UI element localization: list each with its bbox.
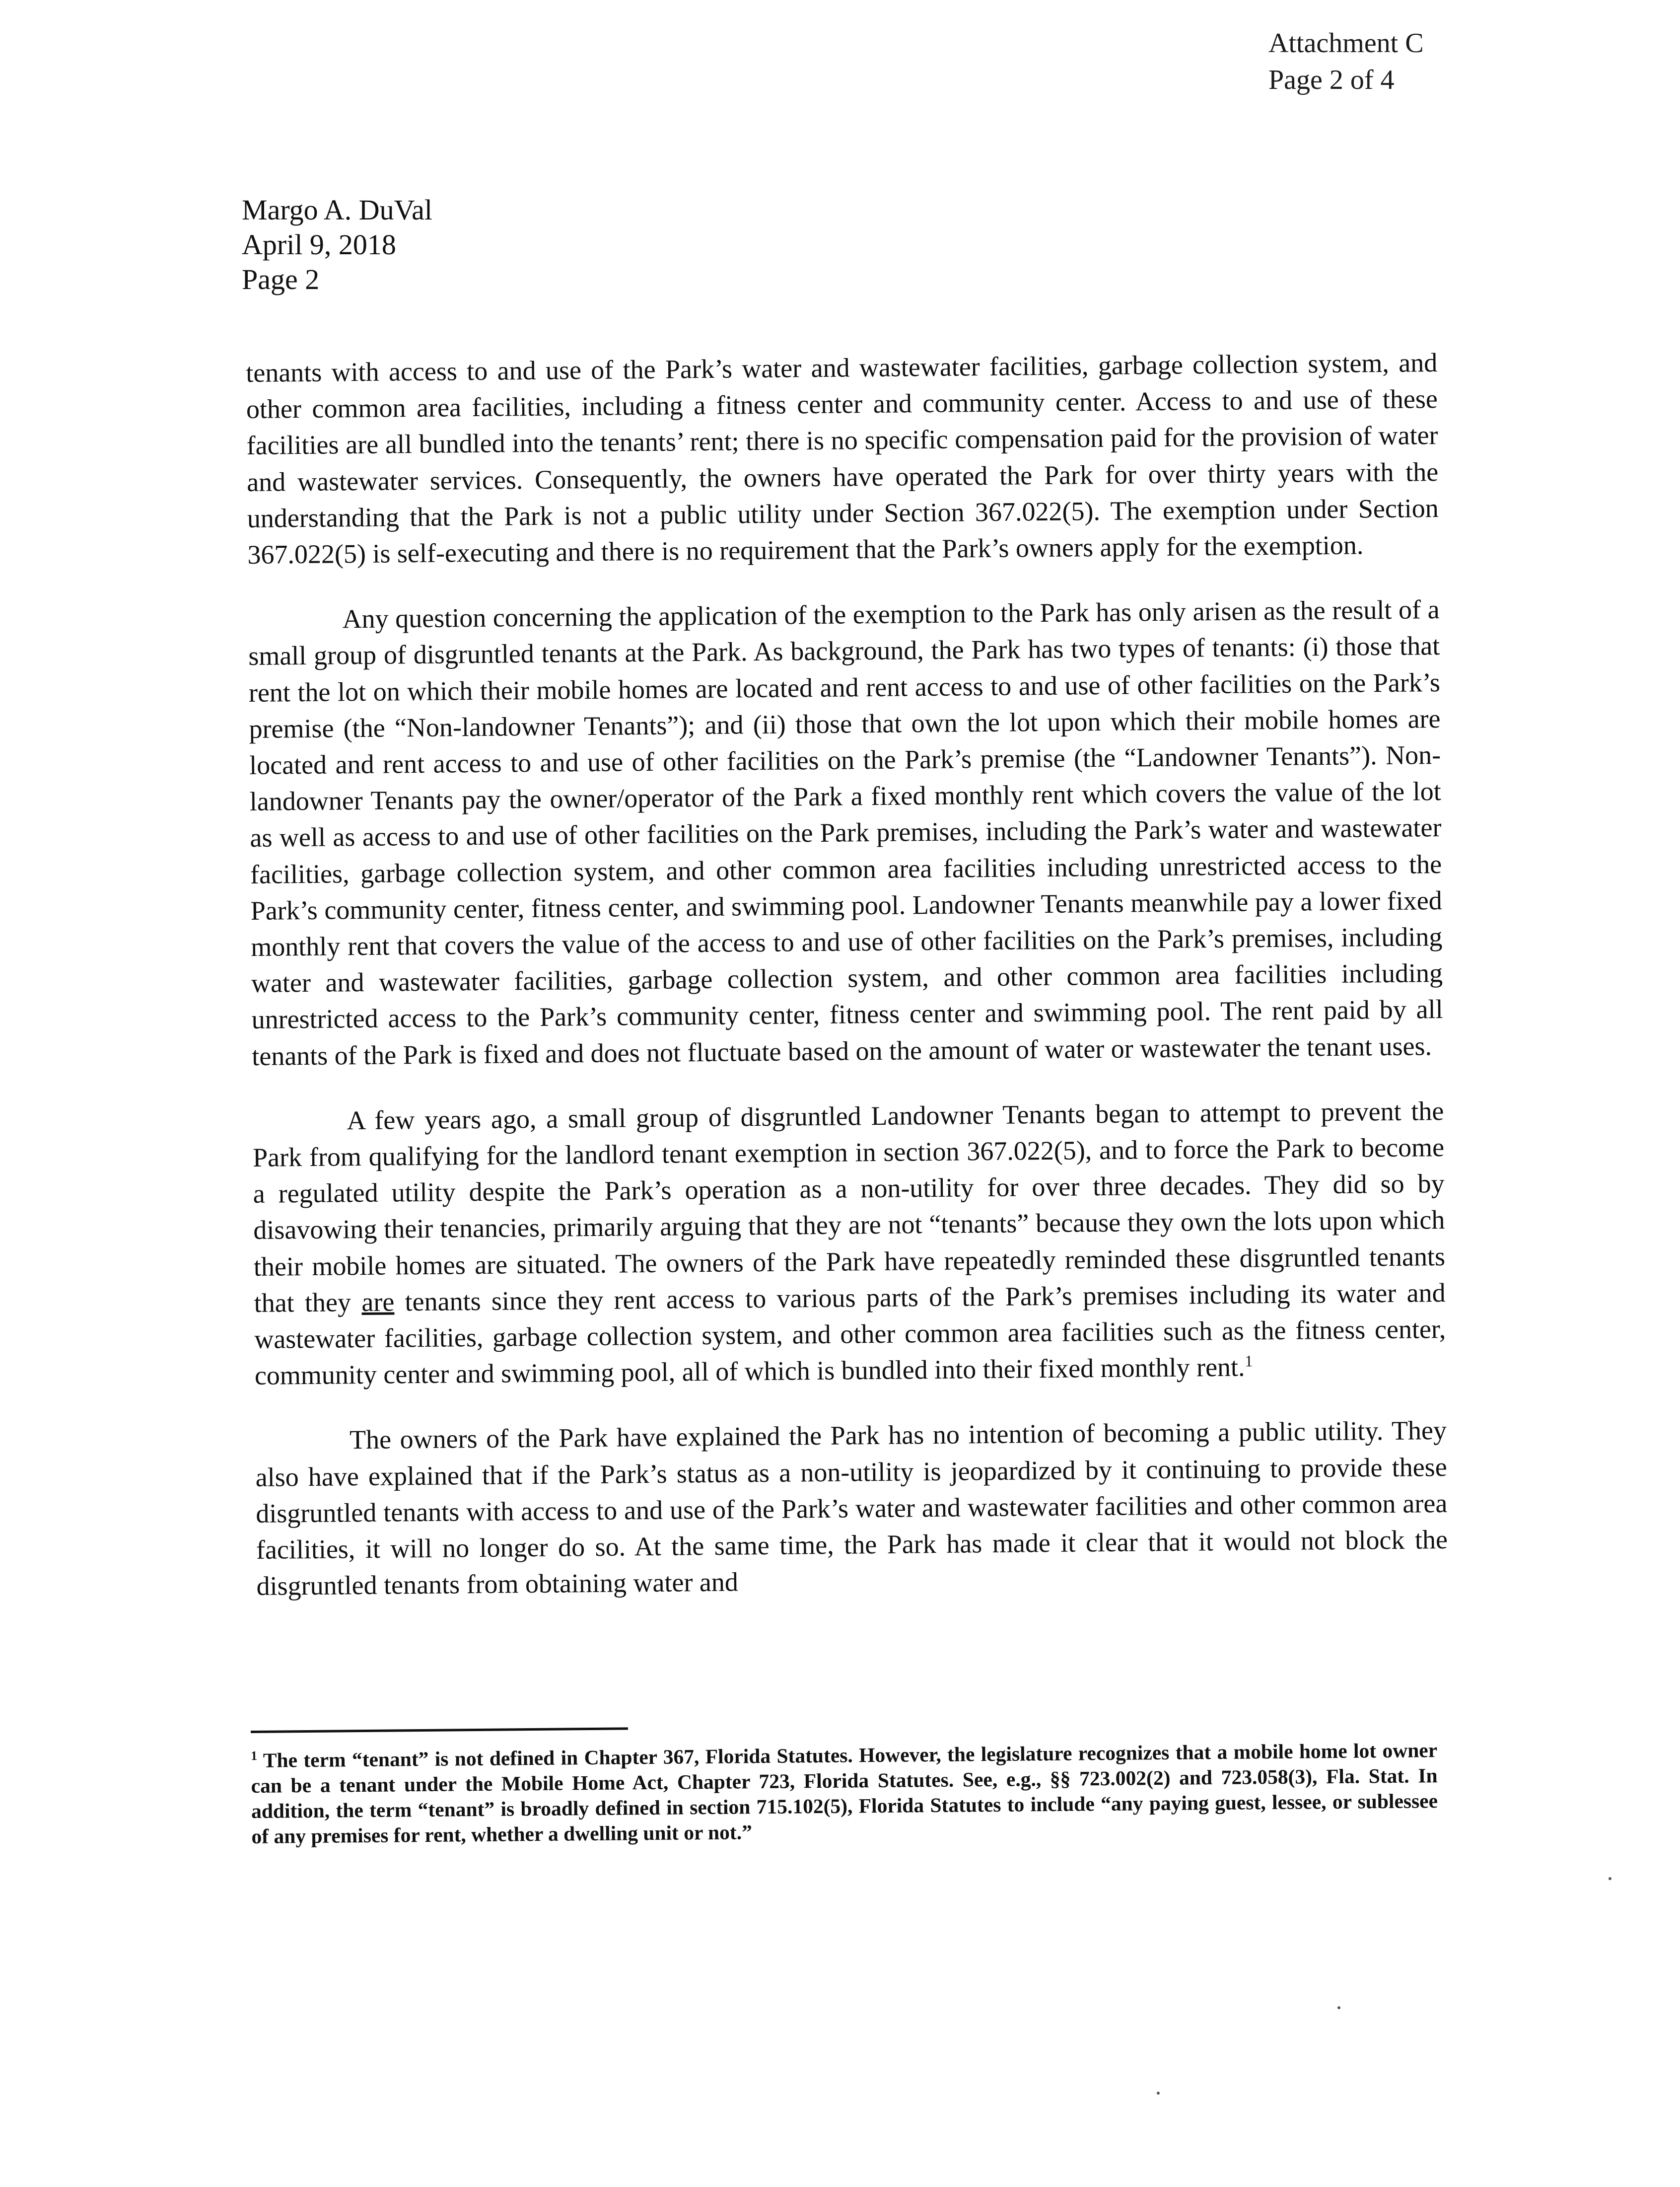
letter-date: April 9, 2018	[242, 228, 396, 261]
paragraph-3-emphasis: are	[361, 1287, 395, 1317]
footnote-reference: 1	[1245, 1352, 1253, 1370]
scan-speck	[1609, 1877, 1611, 1880]
paragraph-2: Any question concerning the application of the exemption to the Park has only arisen as the result of a small group of disgruntled tenants at the Park. As background, the Park has two types of tenants: (i) those that rent the lot on which their mobile homes are located and rent access to and use of other facilities on the Park’s premise (the “Non-landowner Tenants”); and (ii) those that own the lot upon which their mobile homes are located and rent access to and use of other facilities on the Park’s premise (the “Landowner Tenants”). Non-landowner Tenants pay the owner/operator of the Park a fixed monthly rent which covers the value of the lot as well as access to and use of other facilities on the Park premises, including the Park’s water and wastewater facilities, garbage collection system, and other common area facilities including unrestricted access to the Park’s community center, fitness center, and swimming pool. Landowner Tenants meanwhile pay a lower fixed monthly rent that covers the value of the access to and use of other facilities on the Park’s premises, including water and wastewater facilities, garbage collection system, and other common area facilities including unrestricted access to the Park’s community center, fitness center and swimming pool. The rent paid by all tenants of the Park is fixed and does not fluctuate based on the amount of water or wastewater the tenant uses.	[248, 594, 1443, 1071]
footnote-mark: 1	[251, 1749, 258, 1763]
paragraph-4: The owners of the Park have explained the Park has no intention of becoming a public utility. They also have explained that if the Park’s status as a non-utility is jeopardized by it continuing to provide these disgruntled tenants with access to and use of the Park’s water and wastewater facilities and other common area facilities, it will no longer do so. At the same time, the Park has made it clear that it would not block the disgruntled tenants from obtaining water and	[255, 1415, 1448, 1602]
recipient-name: Margo A. DuVal	[242, 194, 432, 226]
attachment-page-count: Page 2 of 4	[1268, 65, 1395, 95]
paragraph-1: tenants with access to and use of the Park’s water and wastewater facilities, garbage collection system, and other common area facilities, including a fitness center and community center. Access to and use of these facilities are all bundled into the tenants’ rent; there is no specific compensation paid for the provision of water and wastewater services. Consequently, the owners have operated the Park for over thirty years with the understanding that the Park is not a public utility under Section 367.022(5). The exemption under Section 367.022(5) is self-executing and there is no requirement that the Park’s owners apply for the exemption.	[246, 348, 1439, 570]
paragraph-3-text-before: A few years ago, a small group of disgruntled Landowner Tenants began to attempt to prevent the Park from qualifying for the landlord tenant exemption in section 367.022(5), and to force the Park to become a regulated utility despite the Park’s operation as a non-utility for over three decades. They did so by disavowing their tenancies, primarily arguing that they are not “tenants” because they own the lots upon which their mobile homes are situated. The owners of the Park have repeatedly reminded these disgruntled tenants that they	[252, 1095, 1446, 1318]
letter-header	[242, 193, 432, 297]
scan-speck	[1337, 2006, 1340, 2009]
attachment-label	[1268, 25, 1566, 98]
footnote-text: The term “tenant” is not defined in Chapter 367, Florida Statutes. However, the legislature recognizes that a mobile home lot owner can be a tenant under the Mobile Home Act, Chapter 723, Florida Statutes. See, e.g., §§ 723.002(2) and 723.058(3), Fla. Stat. In addition, the term “tenant” is broadly defined in section 715.102(5), Florida Statutes to include “any paying guest, lessee, or sublessee of any premises for rent, whether a dwelling unit or not.”	[251, 1739, 1438, 1848]
attachment-title: Attachment C	[1268, 28, 1424, 59]
paragraph-3	[252, 1093, 1446, 1394]
footnote	[251, 1738, 1438, 1849]
letter-body	[246, 345, 1448, 1633]
paragraph-3-text-after: tenants since they rent access to various parts of the Park’s premises including its water and wastewater facilities, garbage collection system, and other common area facilities such as the fitness center, community center and swimming pool, all of which is bundled into their fixed monthly rent.	[254, 1277, 1446, 1391]
scan-speck	[1157, 2092, 1160, 2095]
footnote-divider	[251, 1727, 628, 1733]
page-number: Page 2	[242, 263, 320, 295]
